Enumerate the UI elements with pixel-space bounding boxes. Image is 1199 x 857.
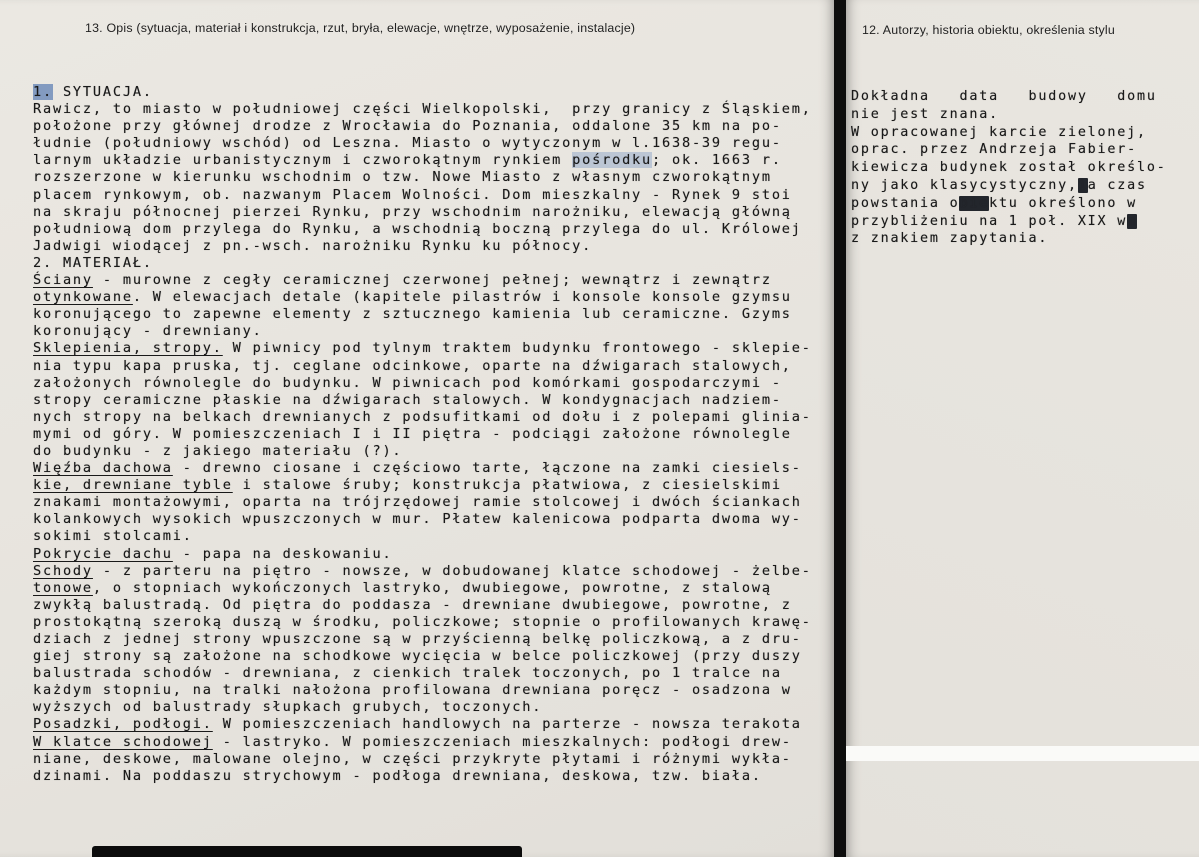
text-segment: koronującego to zapewne elementy z sztucznego kamienia lub ceramiczne. Gzyms xyxy=(33,306,792,323)
text-line xyxy=(33,477,812,494)
underlined-keyword: otynkowane xyxy=(33,289,133,306)
underlined-keyword: Schody xyxy=(33,562,93,579)
text-line xyxy=(33,511,812,528)
text-segment: nych stropy na belkach drewnianych z podsufitkami od dołu i z polepami glinia- xyxy=(33,408,812,425)
text-segment: SYTUACJA. xyxy=(52,84,153,100)
text-segment: oprac. przez Andrzeja Fabier- xyxy=(851,142,1137,158)
left-body-text xyxy=(33,84,812,785)
text-line xyxy=(33,734,812,751)
right-body-text xyxy=(851,88,1167,248)
text-line xyxy=(33,409,812,426)
text-segment: sokimi stolcami. xyxy=(33,528,193,545)
text-segment: kiewicza budynek został określo- xyxy=(851,160,1167,176)
underlined-keyword: Pokrycie dachu xyxy=(33,545,173,562)
text-segment: z znakiem zapytania. xyxy=(851,231,1049,247)
blue-highlight-mark: 1. xyxy=(33,84,53,100)
text-segment: Dokładna data budowy domu xyxy=(851,89,1157,104)
text-segment: położone przy głównej drodze z Wrocławia do Poznania, oddalone 35 km na po- xyxy=(33,118,782,135)
text-line xyxy=(33,323,812,340)
text-segment: zwykłą balustradą. Od piętra do poddasza - drewniane dwubiegowe, powrotne, z xyxy=(33,596,792,613)
text-segment: . W elewacjach detale (kapitele pilastrów i konsole konsole gzymsu xyxy=(132,289,792,306)
text-line xyxy=(33,631,812,648)
underlined-keyword: tonowe xyxy=(33,579,93,596)
text-line xyxy=(33,272,812,289)
text-segment: , o stopniach wykończonych lastryko, dwubiegowe, powrotne, z stalową xyxy=(92,579,772,596)
text-segment: 2. MATERIAŁ. xyxy=(33,254,153,271)
scan-edge-artifact xyxy=(92,846,522,857)
text-segment: ; ok. 1663 r. xyxy=(652,152,782,169)
text-line xyxy=(33,118,812,135)
text-segment: stropy ceramiczne płaskie na dźwigarach stalowych. W kondygnacjach nadziem- xyxy=(33,391,782,408)
text-segment: każdym stopniu, na tralki nałożona profilowana drewniana poręcz - osadzona w xyxy=(33,682,792,699)
text-line xyxy=(33,580,812,597)
overtype-correction: bie xyxy=(959,195,990,211)
text-line xyxy=(33,84,812,101)
text-segment: łudnie (południowy wschód) od Leszna. Miasto o wytyczonym w l.1638-39 regu- xyxy=(33,135,782,152)
text-line xyxy=(33,221,812,238)
blue-highlight-mark: pośrodku xyxy=(572,152,653,169)
text-line xyxy=(33,426,812,443)
text-segment: - murowne z cegły ceramicznej czerwonej pełnej; wewnątrz i zewnątrz xyxy=(92,272,772,289)
text-segment: założonych równolegle do budynku. W piwnicach pod komórkami gospodarczymi - xyxy=(33,374,782,391)
text-segment: giej strony są założone na schodkowe wycięcia w belce policzkowej (przy duszy xyxy=(33,648,802,665)
text-segment: dzinami. Na poddaszu strychowym - podłoga drewniana, deskowa, tzw. biała. xyxy=(33,767,762,784)
text-segment: placem rynkowym, ob. nazwanym Placem Wolności. Dom mieszkalny - Rynek 9 stoi xyxy=(33,186,792,203)
text-line xyxy=(33,528,812,545)
underlined-keyword: kie, drewniane tyble xyxy=(33,477,233,494)
text-line xyxy=(33,375,812,392)
text-segment: rozszerzone w kierunku wschodnim o tzw. Nowe Miasto z własnym czworokątnym xyxy=(33,169,772,186)
text-line xyxy=(33,751,812,768)
page-right xyxy=(846,0,1199,857)
text-line xyxy=(33,768,812,785)
text-segment: nie jest znana. xyxy=(851,106,999,122)
text-line xyxy=(33,597,812,614)
text-segment: larnym układzie urbanistycznym i czworokątnym rynkiem xyxy=(33,152,573,169)
underlined-keyword: W klatce schodowej xyxy=(33,733,213,750)
text-line xyxy=(851,230,1167,248)
text-segment: balustrada schodów - drewniana, z cienkich tralek toczonych, po 1 tralce na xyxy=(33,665,782,682)
text-line xyxy=(33,546,812,563)
scan-white-band xyxy=(846,746,1199,761)
text-segment: - z parteru na piętro - nowsze, w dobudowanej klatce schodowej - żelbe- xyxy=(92,562,812,579)
text-segment: powstania o xyxy=(851,195,960,211)
text-line xyxy=(33,563,812,580)
text-segment: niane, deskowe, malowane olejno, w części przykryte płytami i różnymi wykła- xyxy=(33,750,792,767)
text-line xyxy=(851,124,1167,142)
text-line xyxy=(33,101,812,118)
underlined-keyword: Sklepienia, stropy. xyxy=(33,340,223,357)
text-line xyxy=(851,88,1167,106)
text-segment: - papa na deskowaniu. xyxy=(172,545,393,562)
text-segment: dziach z jednej strony wpuszczone są w przyścienną belkę policzkową, a z dru- xyxy=(33,631,802,647)
text-line xyxy=(33,135,812,152)
text-segment: - drewno ciosane i częściowo tarte, łączone na zamki ciesiels- xyxy=(172,460,802,477)
text-segment: Rawicz, to miasto w południowej części Wielkopolski, przy granicy z Śląskiem, xyxy=(33,101,812,118)
text-line xyxy=(851,195,1167,213)
text-line xyxy=(33,665,812,682)
underlined-keyword: Posadzki, podłogi. xyxy=(33,716,213,733)
text-segment: ny jako klasycystyczny, xyxy=(851,177,1078,193)
text-line xyxy=(851,159,1167,177)
text-segment: W piwnicy pod tylnym traktem budynku frontowego - sklepie- xyxy=(222,340,812,357)
underlined-keyword: Ściany xyxy=(33,272,93,289)
overtype-correction: i xyxy=(1077,177,1088,193)
text-line xyxy=(851,106,1167,124)
text-segment: W opracowanej karcie zielonej, xyxy=(851,124,1147,140)
text-line xyxy=(33,392,812,409)
text-segment: Jadwigi wiodącej z pn.-wsch. narożniku Rynku ku północy. xyxy=(33,237,593,254)
text-line xyxy=(33,648,812,665)
text-line xyxy=(33,443,812,460)
text-line xyxy=(851,213,1167,231)
text-segment: wyższych od balustrady słupkach grubych, toczonych. xyxy=(33,699,543,716)
text-line xyxy=(33,358,812,375)
text-line xyxy=(851,141,1167,159)
text-segment: południową dom przylega do Rynku, a wschodnią boczną przylega do ul. Królowej xyxy=(33,220,802,237)
overtype-correction: m xyxy=(1127,213,1138,229)
text-line xyxy=(33,204,812,221)
text-segment: prostokątną szeroką duszą w środku, policzkowe; stopnie o profilowanych krawę- xyxy=(33,613,812,630)
text-line xyxy=(33,238,812,255)
text-line xyxy=(33,169,812,186)
page-gutter xyxy=(834,0,846,857)
text-line xyxy=(33,340,812,357)
text-line xyxy=(33,187,812,204)
text-line xyxy=(33,494,812,511)
text-line xyxy=(851,177,1167,195)
left-section-caption: 13. Opis (sytuacja, materiał i konstrukcja, rzut, bryła, elewacje, wnętrze, wyposażenie, instalacje) xyxy=(85,21,636,35)
text-segment: i stalowe śruby; konstrukcja płatwiowa, z ciesielskimi xyxy=(232,477,782,494)
text-segment: W pomieszczeniach handlowych na parterze - nowsza terakota xyxy=(212,716,802,733)
text-segment: - lastryko. W pomieszczeniach mieszkalnych: podłogi drew- xyxy=(212,733,792,750)
text-segment: ktu określono w xyxy=(989,195,1138,211)
text-line xyxy=(33,682,812,699)
text-line xyxy=(33,306,812,323)
text-line xyxy=(33,255,812,272)
text-segment: przybliżeniu na 1 poł. XIX w xyxy=(851,213,1128,229)
right-section-caption: 12. Autorzy, historia obiektu, określenia stylu xyxy=(862,23,1115,37)
text-segment: a czas xyxy=(1087,177,1147,193)
text-segment: znakami montażowymi, oparta na trójrzędowej ramie stolcowej i dwóch ściankach xyxy=(33,494,802,511)
text-line xyxy=(33,460,812,477)
text-line xyxy=(33,289,812,306)
text-segment: mymi od góry. W pomieszczeniach I i II piętra - podciągi założone równolegle xyxy=(33,425,792,442)
text-segment: nia typu kapa pruska, tj. ceglane odcinkowe, oparte na dźwigarach stalowych, xyxy=(33,357,792,374)
text-line xyxy=(33,152,812,169)
text-segment: koronujący - drewniany. xyxy=(33,323,263,340)
text-segment: do budynku - z jakiego materiału (?). xyxy=(33,442,403,459)
text-segment: na skraju północnej pierzei Rynku, przy wschodnim narożniku, elewacją główną xyxy=(33,203,792,220)
text-line xyxy=(33,614,812,631)
text-segment: kolankowych wysokich wpuszczonych w mur. Płatew kalenicowa podparta dwoma wy- xyxy=(33,511,802,528)
text-line xyxy=(33,699,812,716)
text-line xyxy=(33,716,812,733)
underlined-keyword: Więźba dachowa xyxy=(33,460,173,477)
